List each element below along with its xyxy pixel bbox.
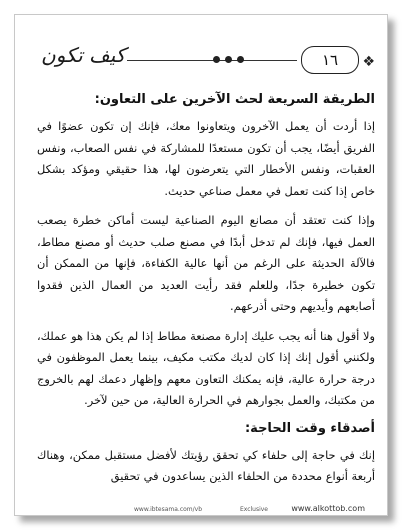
paragraph: وإذا كنت تعتقد أن مصانع اليوم الصناعية ليست أماكن خطرة يصعب العمل فيها، فإنك لم تدخل أبدًا في مصنع صلب حديث أو مصنع مطاط، فالآلة الحديثة على الرغم من أنها عالية الكفاءة، فإنها من الممكن أن تكون خطيرة جدًا، وللعلم فقد رأيت العديد من العمال الذين فقدوا أصابعهم وأيديهم وحتى أذرعهم. [37, 213, 375, 313]
page-body [37, 91, 375, 494]
header-ornament-line [127, 60, 297, 61]
page-number: ١٦ [301, 46, 359, 74]
ornament-flourish-icon: ❖ [362, 54, 375, 70]
ornament-dot-icon [213, 56, 220, 63]
page-header [35, 41, 375, 77]
book-page [14, 14, 388, 516]
footer-label-exclusive: Exclusive [239, 506, 268, 513]
running-title: كيف تكون [41, 43, 126, 67]
section-heading: أصدقاء وقت الحاجة: [244, 420, 375, 436]
footer-link-left[interactable]: www.ibtesama.com/vb [134, 506, 203, 513]
ornament-dot-icon [225, 56, 232, 63]
footer-link-right[interactable]: www.alkottob.com [291, 504, 365, 513]
ornament-dot-icon [237, 56, 244, 63]
paragraph: ولا أقول هنا أنه يجب عليك إدارة مصنعة مطاط إذا لم يكن هذا هو عملك، ولكنني أقول إنك إذا كان لديك مكتب مكيف، بينما يعمل الموظفون في درجة حرارة عالية، فإنه يمكنك التعاون معهم وإظهار دعمك لهم بالخروج من مكتبك، والعمل بجوارهم في الحرارة العالية، من حين لآخر. [37, 328, 375, 407]
paragraph: إنك في حاجة إلى حلفاء كي تحقق رؤيتك لأفضل مستقبل ممكن، وهناك أربعة أنواع محددة من الحلفاء الذين يساعدون في تحقيق [37, 447, 375, 483]
paragraph: إذا أردت أن يعمل الآخرون ويتعاونوا معك، فإنك إن تكون عضوًا في الفريق أيضًا، يجب أن تكون مستعدًا للمشاركة في نفس الصعاب، ونفس العقبات، ونفس الأخطار التي يتعرضون لها، هذا حقيقي ومؤكد بشكل خاص إذا كنت تعمل في معمل صناعي حديث. [37, 119, 375, 198]
section-heading: الطريقة السريعة لحث الآخرين على التعاون: [94, 92, 375, 107]
